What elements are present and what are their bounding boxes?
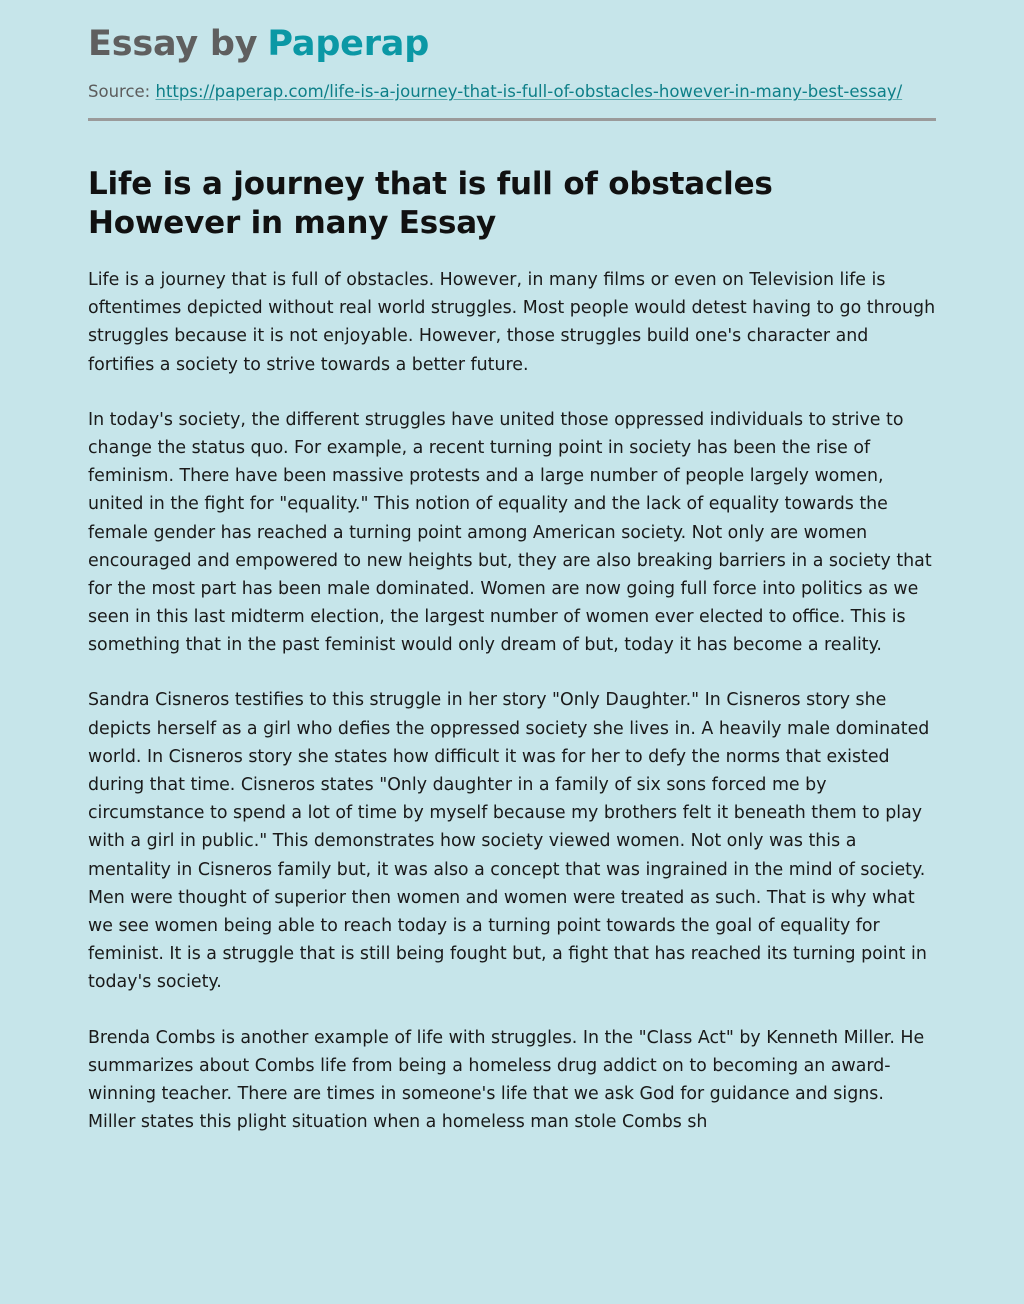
site-brand [88,24,936,64]
page-title: Life is a journey that is full of obstacles However in many Essay [88,165,773,242]
source-label: Source: [88,82,151,102]
article-paragraph: Sandra Cisneros testifies to this struggle in her story "Only Daughter." In Cisneros story she depicts herself as a girl who defies the oppressed society she lives in. A heavily male dominated world. In Cisneros story she states how difficult it was for her to defy the norms that existed during that time. Cisneros states "Only daughter in a family of six sons forced me by circumstance to spend a lot of time by myself because my brothers felt it beneath them to play with a girl in public." This demonstrates how society viewed women. Not only was this a mentality in Cisneros family but, it was also a concept that was ingrained in the mind of society. Men were thought of superior then women and women were treated as such. That is why what we see women being able to reach today is a turning point towards the goal of equality for feminist. It is a struggle that is still being fought but, a fight that has reached its turning point in today's society. [88,690,930,993]
article-body [88,266,936,1136]
source-url-link[interactable]: https://paperap.com/life-is-a-journey-that-is-full-of-obstacles-however-in-many-best-essay/ [155,82,903,102]
article [88,165,936,1137]
site-header [88,0,936,121]
article-paragraph: Brenda Combs is another example of life with struggles. In the "Class Act" by Kenneth Miller. He summarizes about Combs life from being a homeless drug addict on to becoming an award-winning teacher. There are times in someone's life that we ask God for guidance and signs. Miller states this plight situation when a homeless man stole Combs sh [88,1027,925,1133]
article-paragraph: In today's society, the different struggles have united those oppressed individuals to strive to change the status quo. For example, a recent turning point in society has been the rise of feminism. There have been massive protests and a large number of people largely women, united in the fight for "equality." This notion of equality and the lack of equality towards the female gender has reached a turning point among American society. Not only are women encouraged and empowered to new heights but, they are also breaking barriers in a society that for the most part has been male dominated. Women are now going full force into politics as we seen in this last midterm election, the largest number of women ever elected to office. This is something that in the past feminist would only dream of but, today it has become a reality. [88,409,932,656]
article-paragraph: Life is a journey that is full of obstacles. However, in many films or even on Television life is oftentimes depicted without real world struggles. Most people would detest having to go through struggles because it is not enjoyable. However, those struggles build one's character and fortifies a society to strive towards a better future. [88,270,936,375]
header-divider [88,118,936,121]
source-line [88,80,936,103]
brand-name-label: Paperap [267,24,430,64]
brand-prefix-label: Essay by [88,24,258,64]
